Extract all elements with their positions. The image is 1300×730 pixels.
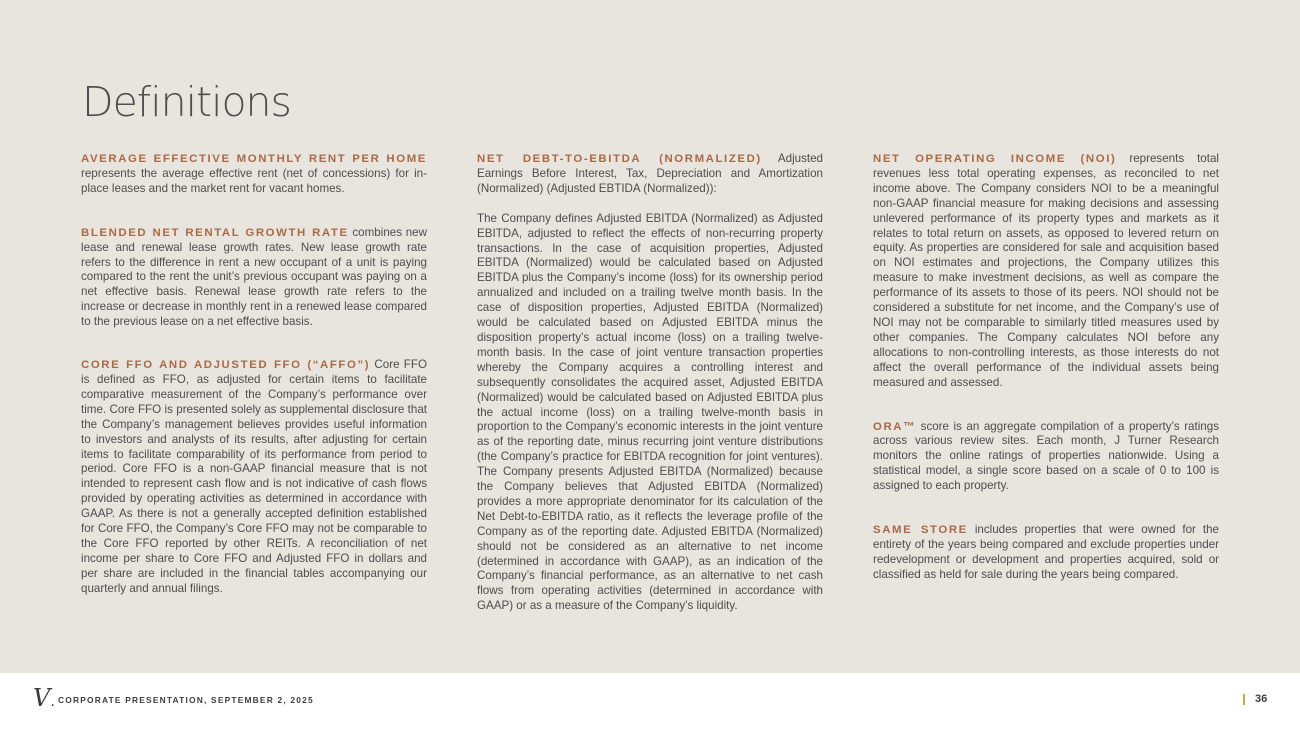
logo-letter: V — [33, 684, 51, 712]
definition-core-ffo — [81, 358, 427, 597]
body-net-debt: Adjusted Earnings Before Interest, Tax, Depreciation and Amortization (Normalized) (Adjusted EBTIDA (Normalized)): — [477, 152, 824, 195]
term-avg-rent: AVERAGE EFFECTIVE MONTHLY RENT PER HOME — [81, 153, 427, 165]
term-net-debt: NET DEBT-TO-EBITDA (NORMALIZED) — [477, 153, 762, 165]
term-same-store: SAME STORE — [873, 524, 968, 537]
definition-noi — [873, 152, 1219, 391]
page-number-divider — [1243, 694, 1245, 705]
body-net-debt-paragraph-2: The Company defines Adjusted EBITDA (Normalized) as Adjusted EBITDA, adjusted to reflect the effects of non-recurring property transactions. In the case of acquisition properties, Adjusted EBITDA (Normalized) would be calculated based on Adjusted EBITDA plus the Company’s income (loss) for its ownership period annualized and included on a trailing twelve month basis. In the case of disposition properties, Adjusted EBITDA (Normalized) would be calculated based on Adjusted EBITDA minus the disposition property’s actual income (loss) on a trailing twelve-month basis. In the case of joint venture transaction properties whereby the Company acquires a controlling interest and subsequently consolidates the acquired asset, Adjusted EBITDA (Normalized) would be calculated based on Adjusted EBITDA plus the actual income (loss) on a trailing twelve-month basis in proportion to the Company’s economic interests in the joint venture as of the reporting date, minus recurring joint venture distributions (the Company’s practice for EBITDA recognition for joint ventures). The Company presents Adjusted EBITDA (Normalized) because the Company believes that Adjusted EBITDA (Normalized) provides a more appropriate denominator for its calculation of the Net Debt-to-EBITDA ratio, as it reflects the leverage profile of the Company as of the reporting date. Adjusted EBITDA (Normalized) should not be considered as an alternative to net income (determined in accordance with GAAP), as an indication of the Company’s financial performance, as an alternative to net cash flows from operating activities (determined in accordance with GAAP) or as a measure of the Company’s liquidity. — [477, 211, 823, 613]
column-right — [873, 152, 1219, 583]
definition-same-store — [873, 523, 1219, 583]
company-logo — [33, 684, 55, 712]
body-noi: represents total revenues less total operating expenses, as reconciled to net income above. The Company considers NOI to be a meaningful non-GAAP financial measure for making decisions and assessing unlevered performance of its property types and markets as it relates to total return on assets, as opposed to levered return on equity. As properties are considered for sale and acquisition based on NOI estimates and projections, the Company utilizes this measure to make investment decisions, as well as compare the performance of its assets to those of its peers. NOI should not be considered a substitute for net income, and the Company’s use of NOI may not be comparable to similarly titled measures used by other companies. The Company calculates NOI before any allocations to non-controlling interests, as those interests do not affect the overall performance of the individual assets being measured and assessed. — [873, 152, 1219, 389]
body-blended: combines new lease and renewal lease growth rates. New lease growth rate refers to the difference in rent a new occupant of a unit is paying compared to the rent the unit’s previous occupant was paying on a net effective basis. Renewal lease growth rate refers to the increase or decrease in monthly rent in a renewed lease compared to the previous lease on a net effective basis. — [81, 225, 427, 329]
footer-caption: CORPORATE PRESENTATION, SEPTEMBER 2, 2025 — [58, 695, 314, 705]
definition-net-debt — [477, 152, 823, 197]
body-same-store: includes properties that were owned for the entirety of the years being compared and exclude properties under redevelopment or development and properties acquired, sold or classified as held for sale during the years being compared. — [873, 523, 1219, 581]
body-ora: score is an aggregate compilation of a property’s ratings across various review sites. Each month, J Turner Research monitors the online ratings of properties nationwide. Using a statistical model, a single score based on a scale of 0 to 100 is assigned to each property. — [873, 419, 1219, 493]
column-middle — [477, 152, 823, 614]
definition-ora — [873, 420, 1219, 495]
term-noi: NET OPERATING INCOME (NOI) — [873, 153, 1117, 165]
term-blended: BLENDED NET RENTAL GROWTH RATE — [81, 226, 349, 239]
page-number: 36 — [1255, 693, 1268, 705]
body-core-ffo: Core FFO is defined as FFO, as adjusted for certain items to facilitate comparative measurement of the Company’s performance over time. Core FFO is presented solely as supplemental disclosure that the Company’s management believes provides useful information to investors and analysts of its results, after adjusting for certain items to facilitate comparability of its performance from period to period. Core FFO is a non-GAAP financial measure that is not intended to represent cash flow and is not indicative of cash flows provided by operating activities as determined in accordance with GAAP. As there is not a generally accepted definition established for Core FFO, the Company’s Core FFO may not be comparable to the Core FFO reported by other REITs. A reconciliation of net income per share to Core FFO and Adjusted FFO in dollars and per share are included in the financial tables accompanying our quarterly and annual filings. — [81, 358, 427, 595]
page-title: Definitions — [82, 78, 291, 126]
logo-dot: . — [50, 694, 55, 710]
definition-avg-rent — [81, 152, 427, 197]
column-left — [81, 152, 427, 597]
definition-blended — [81, 226, 427, 330]
body-avg-rent: represents the average effective rent (net of concessions) for in-place leases and the market rent for vacant homes. — [81, 166, 427, 195]
term-core-ffo: CORE FFO AND ADJUSTED FFO (“AFFO”) — [81, 359, 371, 372]
term-ora: ORA™ — [873, 420, 917, 433]
